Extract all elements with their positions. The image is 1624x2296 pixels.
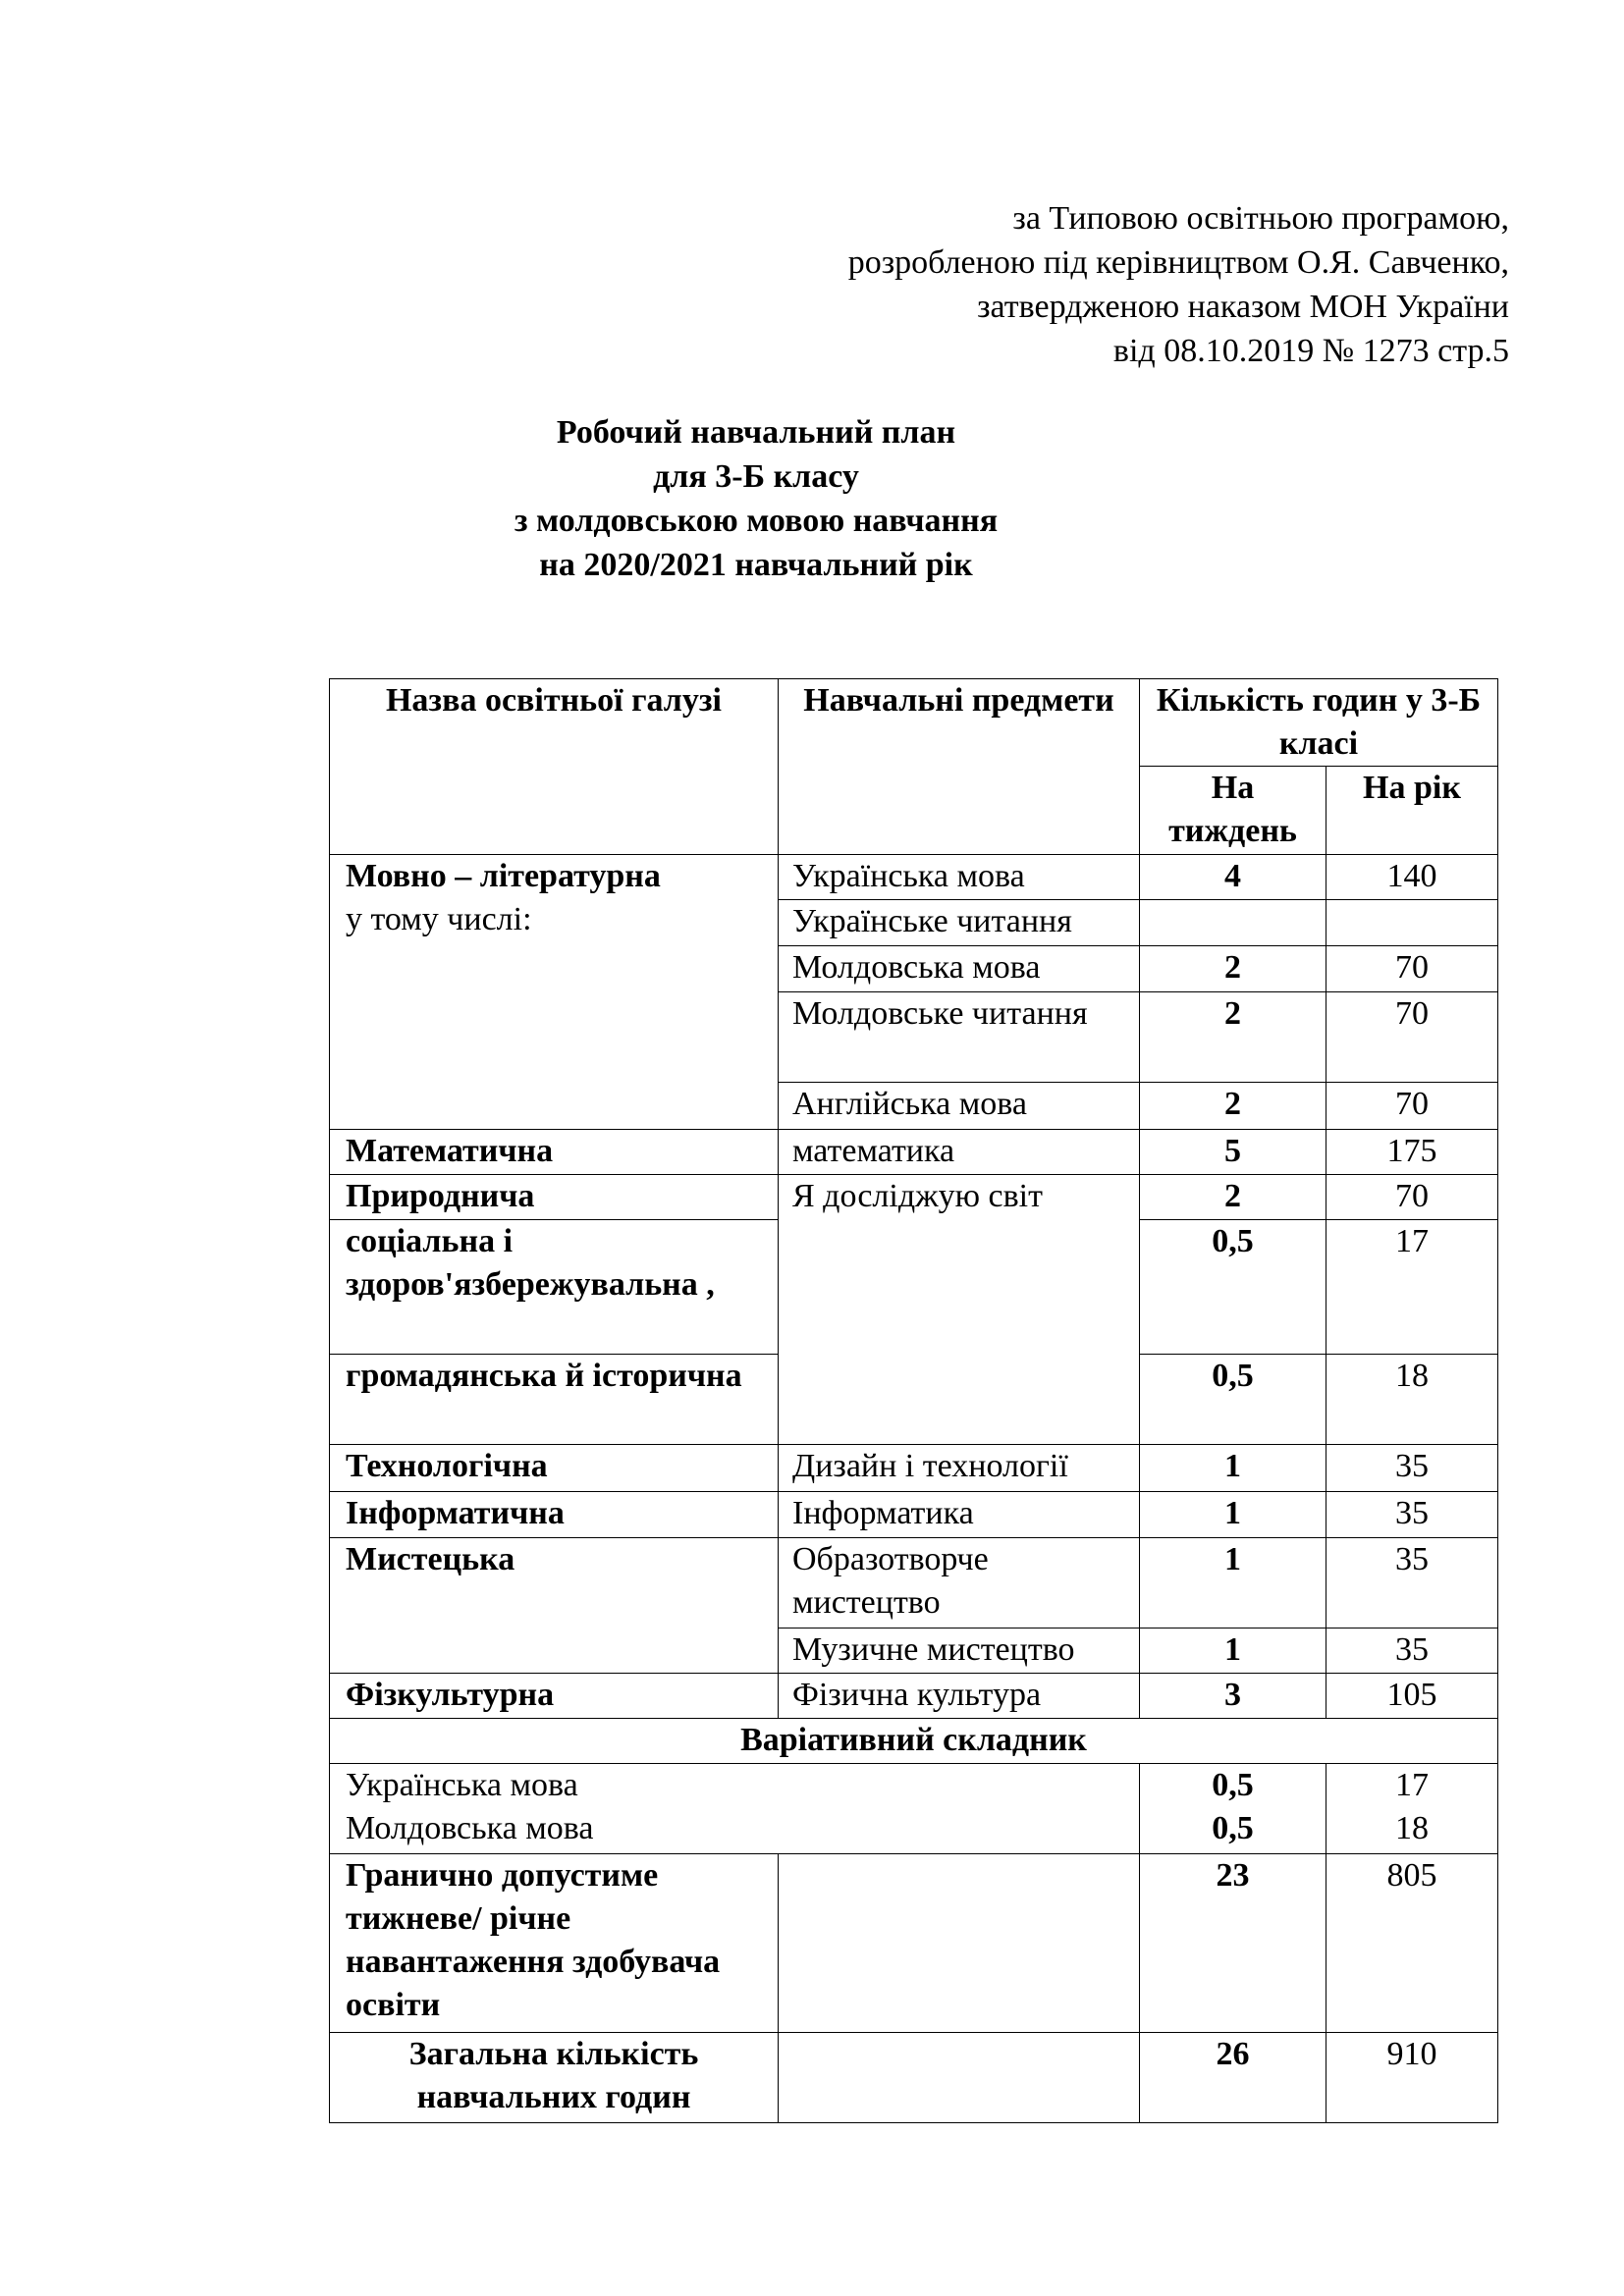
note-line: від 08.10.2019 № 1273 стр.5 [1112, 333, 1509, 369]
area-subnote: у тому числі: [346, 901, 532, 937]
week-hours: 2 [1140, 1175, 1326, 1220]
variative-subject: Молдовська мова [346, 1810, 594, 1846]
week-hours [1140, 900, 1326, 946]
year-hours: 910 [1326, 2033, 1498, 2123]
subject-cell: Молдовське читання [779, 992, 1140, 1083]
table-row [330, 1492, 1498, 1538]
year-hours: 17 [1395, 1767, 1429, 1803]
week-hours: 2 [1140, 946, 1326, 992]
subject-cell: Музичне мистецтво [779, 1629, 1140, 1674]
week-hours: 23 [1140, 1854, 1326, 2033]
title-line: для 3-Б класу [653, 458, 859, 495]
week-hours: 3 [1140, 1674, 1326, 1719]
subject-cell: Молдовська мова [779, 946, 1140, 992]
area-cell: Математична [330, 1130, 779, 1175]
week-hours: 0,5 [1140, 1220, 1326, 1355]
year-hours: 105 [1326, 1674, 1498, 1719]
area-cell: Природнича [330, 1175, 779, 1220]
year-hours: 18 [1326, 1355, 1498, 1445]
week-hours: 5 [1140, 1130, 1326, 1175]
table-row [330, 1175, 1498, 1220]
year-hours: 70 [1326, 946, 1498, 992]
week-hours: 0,5 [1212, 1767, 1254, 1803]
table-header-row [330, 679, 1498, 767]
year-hours: 35 [1326, 1538, 1498, 1629]
variative-header-row [330, 1719, 1498, 1764]
subject-cell: Фізична культура [779, 1674, 1140, 1719]
variative-row [330, 1764, 1498, 1854]
limit-row [330, 1854, 1498, 2033]
week-hours: 26 [1140, 2033, 1326, 2123]
subject-cell: Українське читання [779, 900, 1140, 946]
table-row [330, 1674, 1498, 1719]
subject-cell: Образотворче мистецтво [779, 1538, 1140, 1629]
header-hours: Кількість годин у 3-Б класі [1140, 679, 1498, 767]
year-hours [1326, 900, 1498, 946]
year-hours: 35 [1326, 1492, 1498, 1538]
note-line: затвердженою наказом МОН України [977, 289, 1509, 325]
header-per-week: На тиждень [1140, 767, 1326, 855]
variative-subject: Українська мова [346, 1767, 578, 1803]
subject-cell: Інформатика [779, 1492, 1140, 1538]
note-line: розробленою під керівництвом О.Я. Савченко, [847, 244, 1509, 281]
subject-cell: Українська мова [779, 855, 1140, 900]
limit-label: Гранично допустиме тижневе/ річне навантаження здобувача освіти [330, 1854, 779, 2033]
week-hours: 4 [1140, 855, 1326, 900]
header-subjects: Навчальні предмети [779, 679, 1140, 855]
variative-year-hours [1326, 1764, 1498, 1854]
year-hours: 70 [1326, 992, 1498, 1083]
year-hours: 175 [1326, 1130, 1498, 1175]
area-cell: соціальна і здоров'язбережувальна , [330, 1220, 779, 1355]
area-cell: Технологічна [330, 1445, 779, 1492]
year-hours: 70 [1326, 1175, 1498, 1220]
year-hours: 17 [1326, 1220, 1498, 1355]
week-hours: 1 [1140, 1492, 1326, 1538]
year-hours: 805 [1326, 1854, 1498, 2033]
subject-cell: математика [779, 1130, 1140, 1175]
area-name: Мовно – літературна [346, 858, 661, 894]
week-hours: 1 [1140, 1538, 1326, 1629]
empty-cell [779, 1854, 1140, 2033]
year-hours: 140 [1326, 855, 1498, 900]
area-cell: громадянська й історична [330, 1355, 779, 1445]
year-hours: 35 [1326, 1445, 1498, 1492]
title-line: на 2020/2021 навчальний рік [539, 547, 973, 583]
week-hours: 1 [1140, 1629, 1326, 1674]
program-reference-note [625, 196, 1509, 373]
variative-title: Варіативний складник [330, 1719, 1498, 1764]
area-language-literature [330, 855, 779, 1130]
document-title [0, 410, 1624, 587]
subject-cell: Я досліджую світ [779, 1175, 1140, 1445]
table-row [330, 1445, 1498, 1492]
total-label: Загальна кількість навчальних годин [330, 2033, 779, 2123]
week-hours: 2 [1140, 992, 1326, 1083]
subject-cell: Англійська мова [779, 1083, 1140, 1130]
table-row [330, 855, 1498, 900]
variative-week-hours [1140, 1764, 1326, 1854]
subject-cell: Дизайн і технології [779, 1445, 1140, 1492]
year-hours: 35 [1326, 1629, 1498, 1674]
variative-subjects [330, 1764, 1140, 1854]
table-row [330, 1130, 1498, 1175]
week-hours: 1 [1140, 1445, 1326, 1492]
area-cell: Інформатична [330, 1492, 779, 1538]
area-cell: Фізкультурна [330, 1674, 779, 1719]
header-area: Назва освітньої галузі [330, 679, 779, 855]
total-row [330, 2033, 1498, 2123]
title-line: Робочий навчальний план [556, 414, 956, 451]
week-hours: 2 [1140, 1083, 1326, 1130]
empty-cell [779, 2033, 1140, 2123]
title-line: з молдовською мовою навчання [514, 503, 999, 539]
year-hours: 70 [1326, 1083, 1498, 1130]
curriculum-table [329, 678, 1498, 2123]
week-hours: 0,5 [1212, 1810, 1254, 1846]
week-hours: 0,5 [1140, 1355, 1326, 1445]
note-line: за Типовою освітньою програмою, [1012, 200, 1509, 237]
header-per-year: На рік [1326, 767, 1498, 855]
area-cell: Мистецька [330, 1538, 779, 1674]
table-row [330, 1538, 1498, 1629]
year-hours: 18 [1395, 1810, 1429, 1846]
